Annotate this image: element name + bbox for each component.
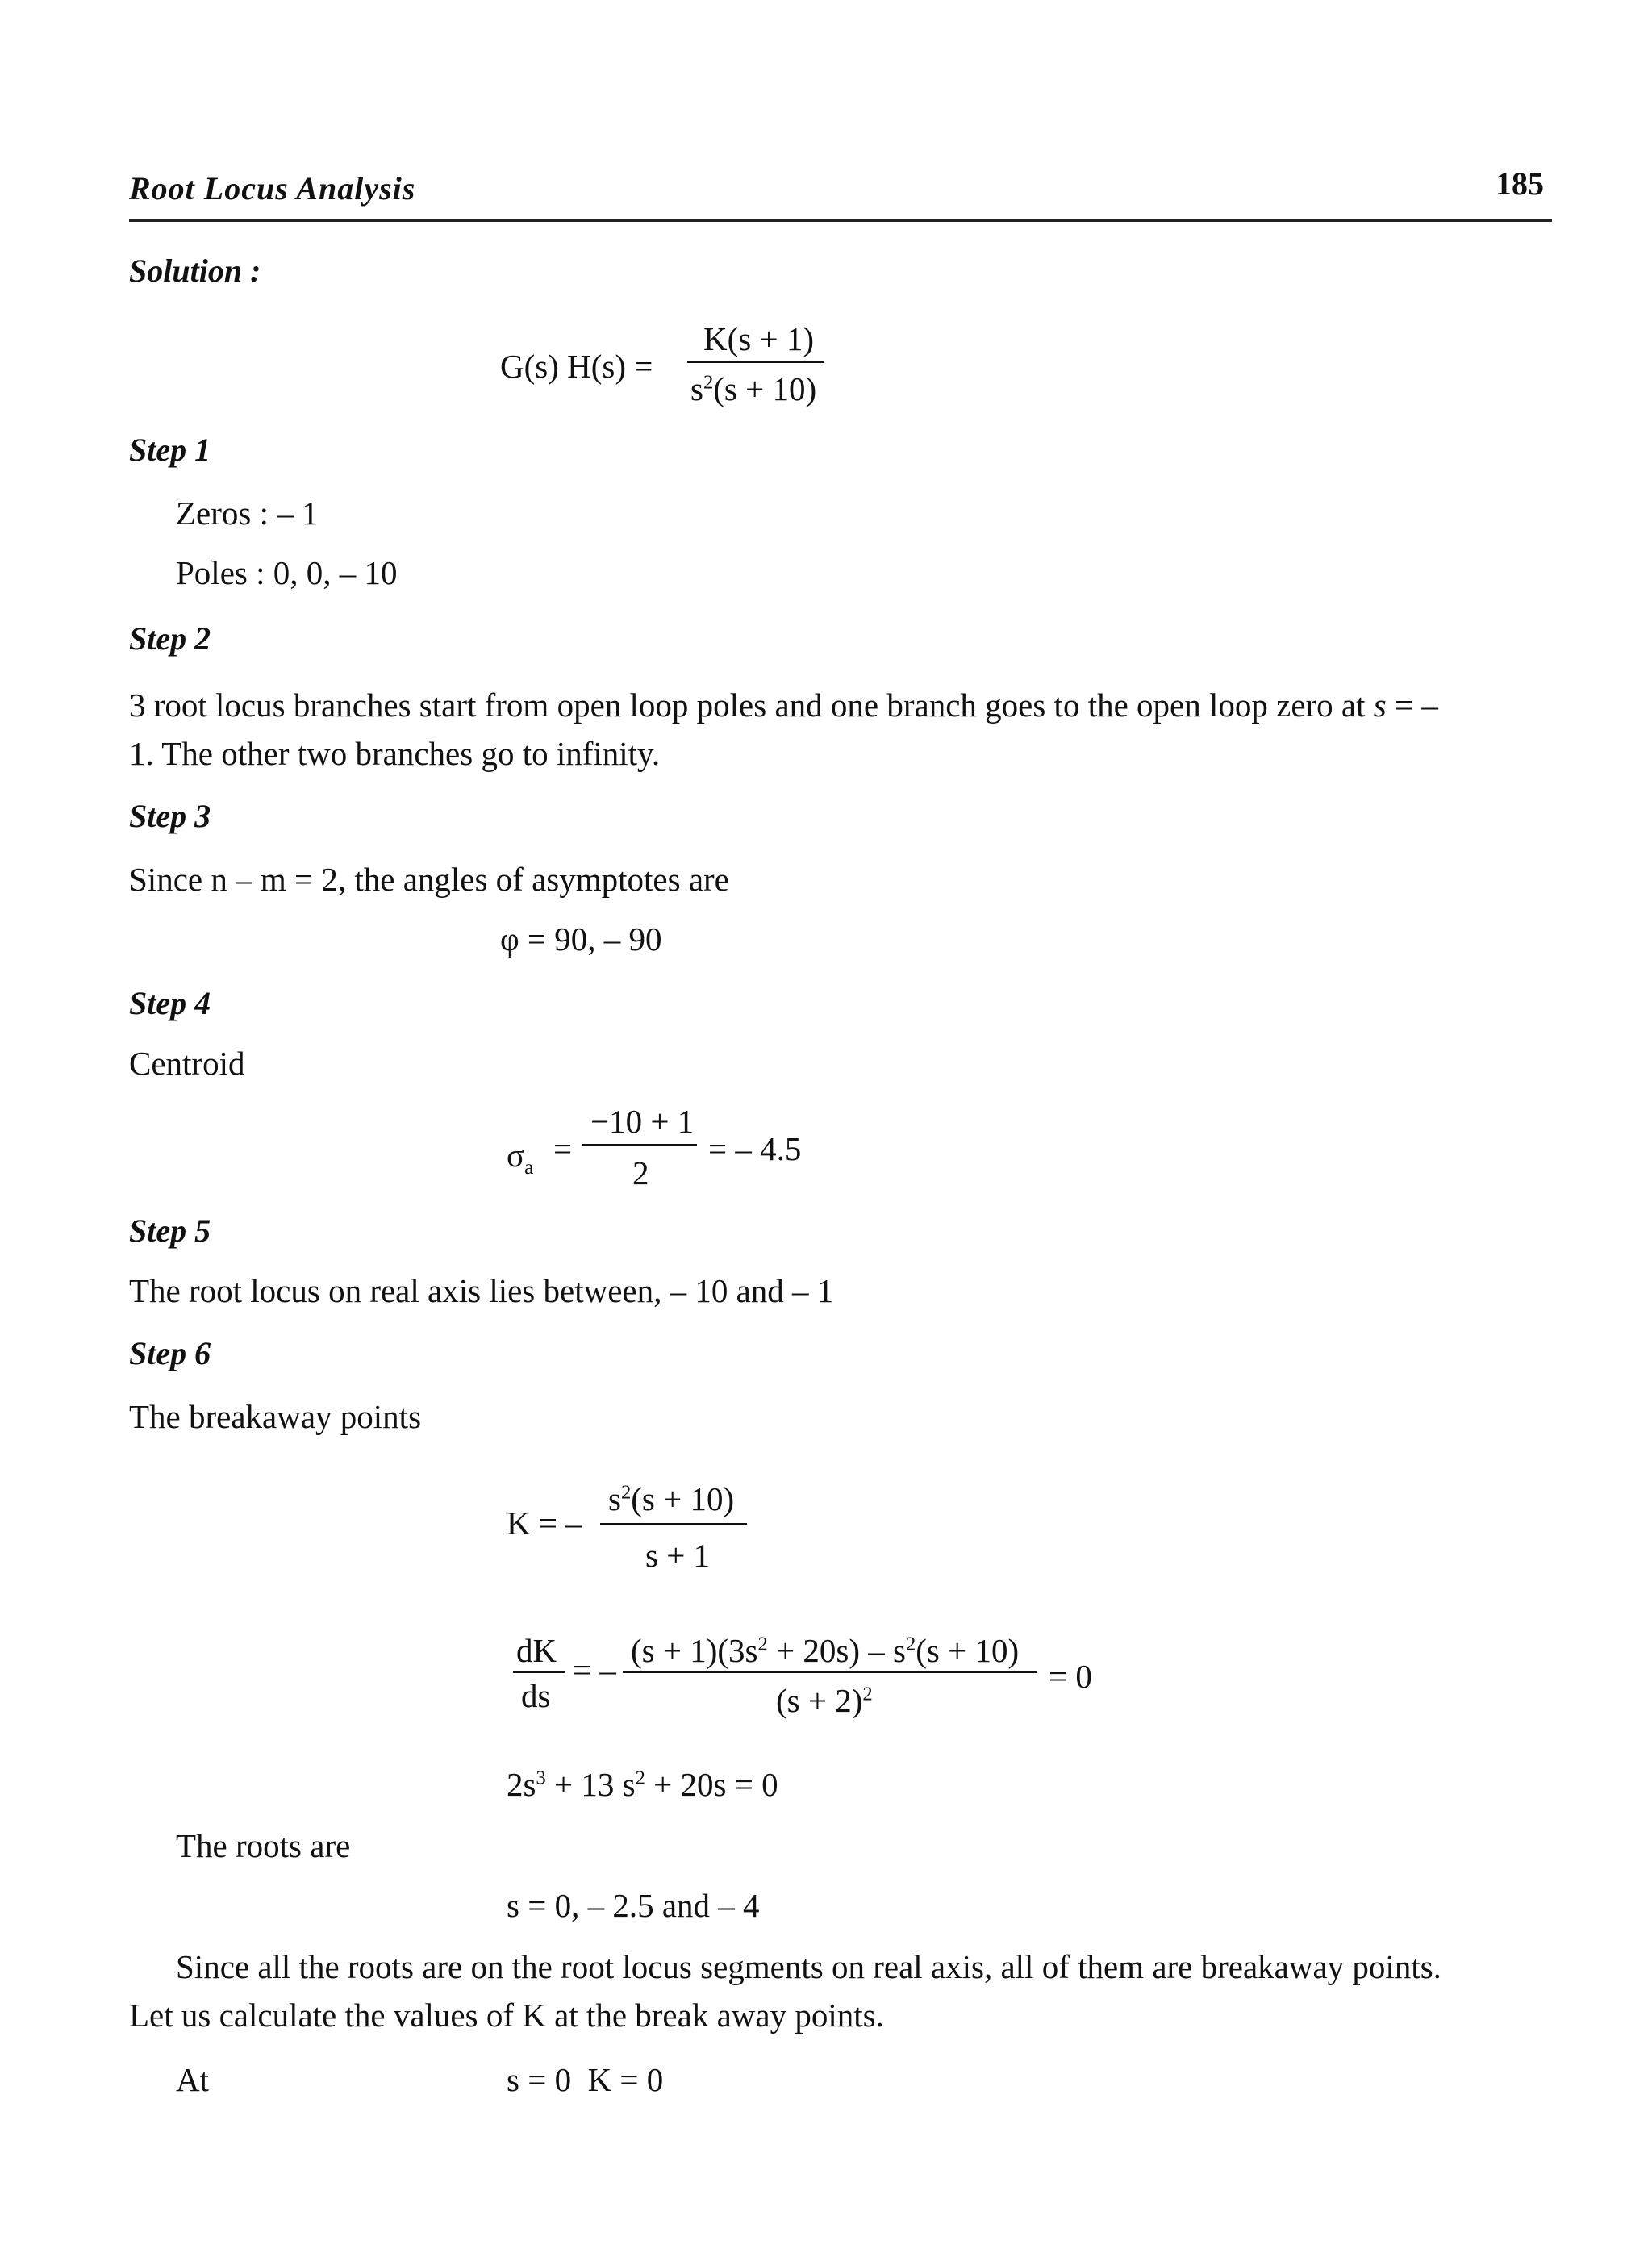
transfer-denominator: $s^2(s + 10)$ — [690, 370, 817, 407]
step5-heading: Step 5 — [129, 1212, 211, 1249]
centroid-result: = – 4.5 — [708, 1130, 802, 1167]
step3-heading: Step 3 — [129, 798, 211, 834]
dk-fraction-denominator: $(s + 2)^2$ — [776, 1682, 873, 1719]
step4-text: Centroid — [129, 1045, 245, 1082]
centroid-numerator: −10 + 1 — [590, 1103, 695, 1140]
centroid-lhs: $\sigma_a$ — [507, 1137, 534, 1179]
step2-heading: Step 2 — [129, 620, 211, 657]
dk-denominator: ds — [521, 1677, 551, 1714]
centroid-equals: = — [553, 1130, 573, 1167]
dk-fraction-bar — [513, 1671, 565, 1673]
step6-heading: Step 6 — [129, 1335, 211, 1371]
k-numerator: $s^2(s + 10)$ — [608, 1480, 735, 1517]
asymptote-angle-equation: φ = 90, – 90 — [500, 920, 662, 958]
k-fraction-bar — [600, 1523, 747, 1525]
transfer-fraction-bar — [687, 361, 824, 363]
dk-numerator: dK — [516, 1632, 557, 1669]
roots-label: The roots are — [176, 1827, 351, 1864]
transfer-numerator: K(s + 1) — [703, 320, 814, 357]
page-number: 185 — [1496, 165, 1544, 202]
at-s0-equation: s = 0 K = 0 — [507, 2061, 664, 2098]
dk-equals: = – — [573, 1651, 616, 1688]
step6-text: The breakaway points — [129, 1398, 422, 1435]
breakaway-paragraph-line2: Let us calculate the values of K at the break away points. — [129, 1997, 884, 2034]
header-rule — [129, 219, 1552, 222]
zeros-line: Zeros : – 1 — [176, 495, 319, 532]
step1-heading: Step 1 — [129, 432, 211, 468]
breakaway-paragraph-line1: Since all the roots are on the root locus segments on real axis, all of them are breakaway points. — [176, 1948, 1441, 1985]
k-denominator: s + 1 — [645, 1537, 711, 1574]
centroid-fraction-bar — [582, 1144, 697, 1146]
step2-line1: 3 root locus branches start from open loop poles and one branch goes to the open loop zero at s = – — [129, 686, 1438, 724]
dk-long-fraction-bar — [623, 1671, 1037, 1673]
at-label: At — [176, 2061, 209, 2098]
centroid-denominator: 2 — [632, 1154, 649, 1191]
running-header-title: Root Locus Analysis — [129, 170, 416, 207]
solution-heading: Solution : — [129, 252, 261, 289]
step4-heading: Step 4 — [129, 985, 211, 1021]
step3-text: Since n – m = 2, the angles of asymptotes are — [129, 861, 729, 898]
step2-line2: 1. The other two branches go to infinity. — [129, 735, 661, 772]
dk-result: = 0 — [1049, 1658, 1092, 1695]
cubic-equation: $2s^3 + 13$ $s^2 + 20s = 0$ — [507, 1766, 778, 1803]
step5-text: The root locus on real axis lies between, – 10 and – 1 — [129, 1272, 834, 1309]
transfer-lhs: G(s) H(s) = — [500, 348, 653, 385]
k-lhs: K = – — [507, 1504, 582, 1542]
poles-line: Poles : 0, 0, – 10 — [176, 554, 398, 591]
roots-values: s = 0, – 2.5 and – 4 — [507, 1887, 760, 1924]
dk-fraction-numerator: $(s + 1)(3s^2 + 20s) - s^2(s + 10)$ — [631, 1632, 1020, 1669]
